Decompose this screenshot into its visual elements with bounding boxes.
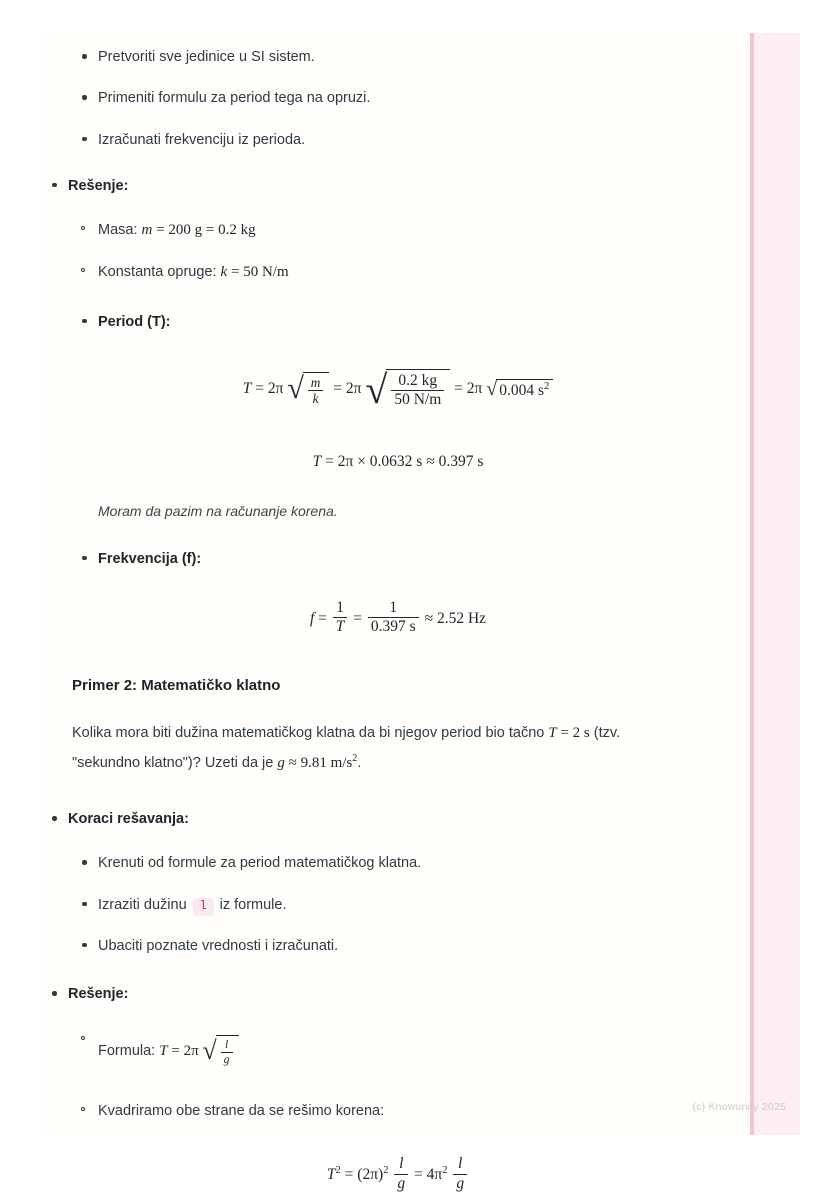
radical-glyph: √: [287, 372, 304, 406]
note-page-card: [46, 33, 800, 1192]
mass-label: Masa:: [98, 222, 138, 239]
step-text: Krenuti od formule za period matematičkog klatna.: [98, 855, 422, 872]
inline-code-length: l: [193, 898, 214, 916]
list-item: [76, 216, 750, 245]
solution-2-list: [46, 980, 750, 1008]
step-text: Primeniti formulu za period tega na opruzi.: [98, 90, 371, 107]
inline-math-g-value: g ≈ 9.81 $m/s^2$: [277, 753, 358, 772]
list-item: [76, 84, 750, 112]
radical-glyph: √: [486, 377, 498, 400]
period-heading-item: [76, 308, 750, 336]
note-content: [46, 33, 750, 1192]
fraction-one-over-value: $\frac{1}{0.397 s}$: [368, 599, 419, 637]
solution-heading: Rešenje:: [68, 986, 129, 1003]
square-both-sides-text: Kvadriramo obe strane da se rešimo korena:: [98, 1103, 385, 1120]
list-item: [76, 126, 750, 154]
steps-heading: Koraci rešavanja:: [68, 811, 189, 828]
formula-label: Formula:: [98, 1043, 156, 1060]
radical-glyph: √: [365, 366, 388, 412]
formula-squared: $T^2 = (2\pi)^2$ $\frac{l}{g}$ = $4\pi^2$ $\frac{l}{g}$: [46, 1155, 750, 1193]
step-text-after: iz formule.: [215, 896, 287, 913]
solution-2-heading-item: [46, 980, 750, 1008]
mass-math: m = 200 g = 0.2 kg: [141, 222, 256, 239]
radical-glyph: √: [202, 1036, 217, 1066]
formula-period-value: T = 2π × 0.0632 s ≈ 0.397 s: [312, 452, 484, 470]
sqrt-units-fraction: √ $\frac{0.2 kg}{50 N/m}$: [365, 366, 450, 413]
list-item: [76, 1097, 750, 1125]
sqrt-result: √ 0.004 $s^2$: [486, 378, 553, 401]
pink-side-panel: [750, 33, 800, 1135]
spring-label: Konstanta opruge:: [98, 264, 217, 281]
sqrt-l-over-g: √ $\frac{l}{g}$: [202, 1026, 238, 1077]
example-2-paragraph: Kolika mora biti dužina matematičkog klatna da bi njegov period bio tačno T = 2 s (tzv. "sekundno klatno")? Uzeti da je g ≈ 9.81 $m/s^2$.: [72, 724, 621, 772]
fraction-l-over-g-b: $\frac{l}{g}$: [453, 1155, 467, 1193]
fraction-one-over-T: $\frac{1}{T}$: [333, 599, 348, 637]
list-item: [76, 1026, 750, 1077]
step-text: Ubaciti poznate vrednosti i izračunati.: [98, 937, 339, 954]
list-item: [76, 849, 750, 877]
step-text: Izračunati frekvenciju iz perioda.: [98, 131, 306, 148]
solution-2-details: [76, 1026, 750, 1125]
solution-1-list: [46, 172, 750, 200]
frequency-heading: Frekvencija (f):: [98, 550, 202, 567]
formula-pendulum: T = 2π √ $\frac{l}{g}$: [159, 1043, 238, 1059]
pink-vertical-rule: [750, 33, 754, 1135]
footer-watermark: (c) Knowunity 2025: [692, 1101, 786, 1113]
list-item: [76, 258, 750, 287]
list-item: [76, 932, 750, 960]
frequency-block: [76, 545, 750, 573]
example-2-steps-list: [76, 849, 750, 960]
spring-math: k = 50 N/m: [220, 264, 289, 281]
sqrt-m-over-k: √ $\frac{m}{k}$: [287, 372, 329, 407]
solution-1-details: [76, 216, 750, 288]
top-steps-list: [76, 33, 750, 154]
solution-heading: Rešenje:: [68, 177, 129, 194]
period-heading: Period (T):: [98, 313, 171, 330]
step-text-before: Izraziti dužinu: [98, 896, 191, 913]
solution-heading-item: [46, 172, 750, 200]
step-text: Pretvoriti sve jedinice u SI sistem.: [98, 49, 315, 65]
list-item: [76, 43, 750, 71]
formula-period: T = 2π √ $\frac{m}{k}$ = 2π √ $\frac{0.2 kg}{50 N/m}$ = 2π √ 0.004 $s^2$: [46, 366, 750, 413]
steps-heading-item: [46, 805, 750, 833]
list-item: [76, 891, 750, 919]
fraction-l-over-g-a: $\frac{l}{g}$: [394, 1155, 408, 1193]
period-block: [76, 308, 750, 336]
formula-frequency: f = $\frac{1}{T}$ = $\frac{1}{0.397 s}$ ≈ 2.52 Hz: [309, 599, 487, 636]
steps-heading-list: [46, 805, 750, 833]
author-note: Moram da pazim na računanje korena.: [98, 502, 338, 519]
inline-math-T-equals-2s: T = 2 s: [548, 724, 590, 741]
example-2-heading: Primer 2: Matematičko klatno: [72, 676, 281, 694]
frequency-heading-item: [76, 545, 750, 573]
